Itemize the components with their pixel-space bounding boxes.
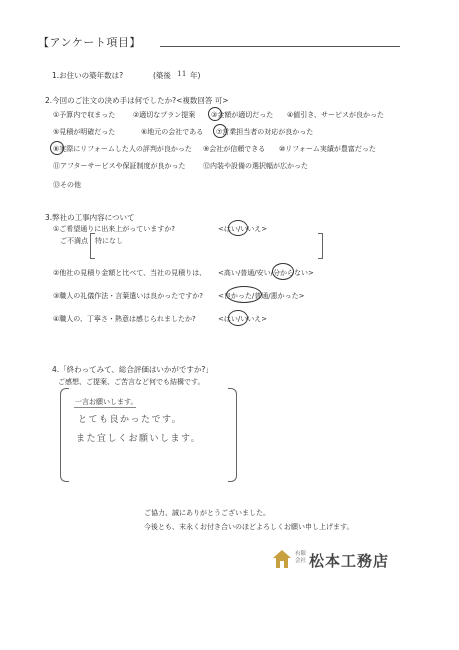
q2-option-8[interactable]: ⑧実際にリフォームした人の評判が良かった bbox=[53, 145, 192, 153]
q2-selection-mark-7 bbox=[213, 124, 227, 138]
q4-answer-heading-underline bbox=[74, 407, 136, 408]
company-type-label: 有限会社 bbox=[295, 551, 307, 564]
q3-item-2-choices[interactable]: <高い/普通/安い/分からない> bbox=[218, 269, 314, 277]
q3-item-2: ②他社の見積り金額と比べて、当社の見積りは、 bbox=[53, 269, 207, 277]
q2-option-3[interactable]: ③金額が適切だった bbox=[211, 111, 274, 119]
q2-option-5[interactable]: ⑤見積が明確だった bbox=[53, 128, 116, 136]
q2-option-6[interactable]: ⑥地元の会社である bbox=[141, 128, 204, 136]
q4-sub: ご感想、ご提案、ご苦言など何でも結構です。 bbox=[58, 378, 205, 386]
complaint-bracket-left bbox=[90, 233, 95, 259]
q2-option-9[interactable]: ⑨会社が信頼できる bbox=[203, 145, 266, 153]
q3-complaint-label: ご不満点 bbox=[60, 237, 88, 245]
q1-label: 1.お住いの築年数は? bbox=[52, 71, 124, 80]
title-underline bbox=[160, 46, 400, 47]
q4-bracket-right bbox=[228, 388, 237, 482]
q3-item-1: ①ご希望通りに出来上がっていますか? bbox=[53, 225, 175, 233]
q3-item-3-selection-mark bbox=[226, 286, 262, 303]
q3-complaint-answer[interactable]: 特になし bbox=[95, 237, 123, 245]
q1-answer-prefix: (築後 bbox=[153, 71, 171, 80]
q3-item-1-choices[interactable]: <はい/いいえ> bbox=[218, 225, 268, 233]
q3-item-4: ④職人の、丁寧さ・熱意は感じられましたか? bbox=[53, 315, 196, 323]
q1-answer-value[interactable]: 11 bbox=[177, 69, 187, 78]
q3-item-4-choices[interactable]: <はい/いいえ> bbox=[218, 315, 268, 323]
q4-answer-line-2[interactable]: また宜しくお願いします。 bbox=[76, 434, 202, 444]
q2-option-13[interactable]: ⑬その他 bbox=[53, 181, 81, 189]
q3-item-3: ③職人の礼儀作法・言葉遣いは良かったですか? bbox=[53, 292, 203, 300]
q2-selection-mark-8 bbox=[50, 141, 64, 155]
q2-option-12[interactable]: ⑫内装や設備の選択幅が広かった bbox=[203, 162, 308, 170]
q3-item-4-selection-mark bbox=[228, 310, 248, 326]
q2-option-2[interactable]: ②適切なプラン提案 bbox=[133, 111, 196, 119]
q3-label: 3.弊社の工事内容について bbox=[45, 213, 135, 222]
form-title: 【アンケート項目】 bbox=[38, 36, 141, 49]
q2-option-11[interactable]: ⑪アフターサービスや保証制度が良かった bbox=[53, 162, 186, 170]
q4-label: 4.「終わってみて、総合評価はいかがですか?」 bbox=[52, 365, 213, 374]
q2-option-1[interactable]: ①予算内で収まった bbox=[53, 111, 116, 119]
footer-thanks: ご協力、誠にありがとうございました。 bbox=[144, 509, 270, 517]
complaint-bracket-right bbox=[318, 233, 323, 259]
company-name: 松本工務店 bbox=[309, 552, 390, 570]
q2-option-7[interactable]: ⑦営業担当者の対応が良かった bbox=[216, 128, 314, 136]
q3-item-1-selection-mark bbox=[228, 220, 248, 236]
q2-selection-mark-3 bbox=[208, 107, 222, 121]
footer-closing: 今後とも、末永くお付き合いのほどよろしくお願い申し上げます。 bbox=[144, 523, 354, 531]
q4-bracket-left bbox=[60, 388, 69, 482]
q2-label: 2.今回のご注文の決め手は何でしたか?<複数回答 可> bbox=[45, 96, 229, 105]
q4-answer-line-1[interactable]: とても良かったです。 bbox=[78, 415, 183, 425]
company-logo-icon bbox=[272, 549, 292, 569]
q1-answer-suffix: 年) bbox=[190, 71, 201, 80]
q3-item-2-selection-mark bbox=[272, 263, 294, 280]
q2-option-4[interactable]: ④値引き、サービスが良かった bbox=[287, 111, 384, 119]
q2-option-10[interactable]: ⑩リフォーム実績が豊富だった bbox=[279, 145, 376, 153]
q4-answer-heading: 一言お願いします。 bbox=[75, 398, 138, 406]
q3-item-3-choices[interactable]: <良かった/普通/悪かった> bbox=[218, 292, 305, 300]
